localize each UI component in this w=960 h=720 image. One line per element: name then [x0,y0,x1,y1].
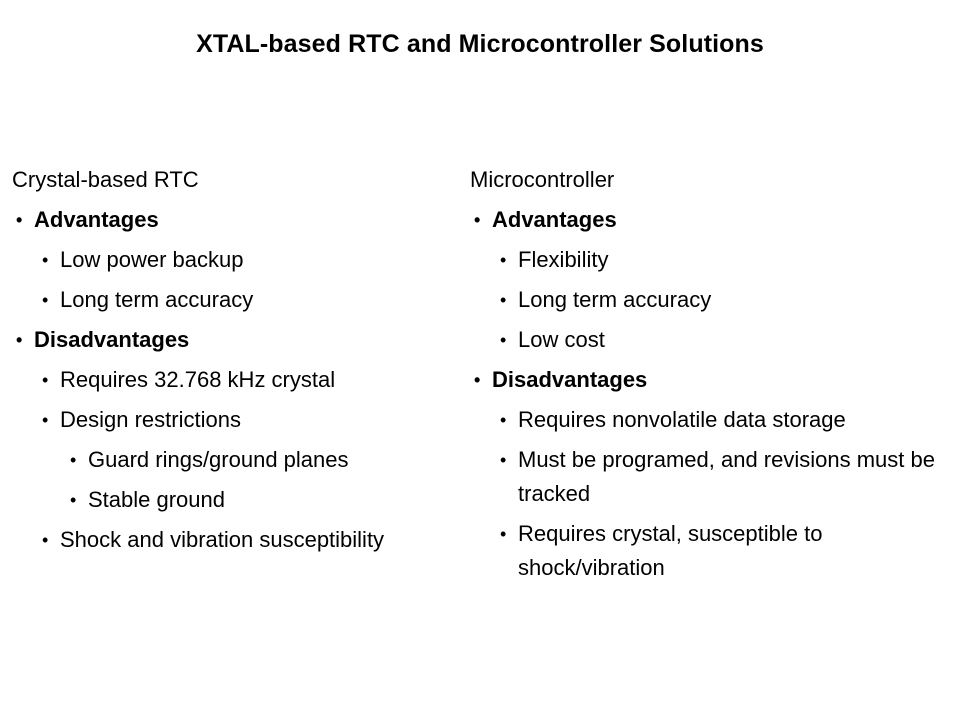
list-item [470,514,960,588]
column-heading: Crystal-based RTC [12,167,199,192]
bullet-icon: • [500,450,507,470]
list-item [12,400,470,440]
bullet-icon: • [16,210,23,230]
bullet-icon: • [42,410,49,430]
list-item-label: Stable ground [88,487,225,512]
bullet-icon: • [474,210,481,230]
bullet-icon: • [500,250,507,270]
bullet-icon: • [500,290,507,310]
list-item [470,400,960,440]
bullet-list-microcontroller [470,200,960,588]
list-item [12,360,470,400]
list-item [470,280,960,320]
list-item [12,480,470,520]
list-item [470,360,960,400]
bullet-icon: • [500,330,507,350]
list-item [470,320,960,360]
bullet-icon: • [42,290,49,310]
list-item-label: Flexibility [518,247,609,272]
column-crystal-rtc [0,160,470,588]
list-item [12,200,470,240]
list-item-label: Requires 32.768 kHz crystal [60,367,336,392]
list-item [12,520,470,560]
list-item-label: Design restrictions [60,407,241,432]
bullet-icon: • [16,330,23,350]
column-microcontroller [470,160,960,588]
list-item-label: Shock and vibration susceptibility [60,527,385,552]
list-item-label: Advantages [492,207,617,232]
list-item [470,240,960,280]
list-item-label: Long term accuracy [518,287,712,312]
column-heading: Microcontroller [470,167,615,192]
bullet-icon: • [500,410,507,430]
list-item [12,280,470,320]
content-columns [0,160,960,588]
bullet-icon: • [42,530,49,550]
list-item-label: Guard rings/ground planes [88,447,349,472]
bullet-icon: • [42,250,49,270]
list-item-label: Long term accuracy [60,287,254,312]
list-item-label: Low cost [518,327,605,352]
list-item-label: Must be programed, and revisions must be tracked [518,447,935,506]
list-item-label: Advantages [34,207,159,232]
bullet-icon: • [500,524,507,544]
list-item [12,440,470,480]
bullet-icon: • [70,450,77,470]
list-item-label: Disadvantages [492,367,648,392]
list-item-label: Disadvantages [34,327,190,352]
list-item-label: Low power backup [60,247,244,272]
bullet-icon: • [474,370,481,390]
list-item [12,240,470,280]
list-item [470,200,960,240]
bullet-icon: • [42,370,49,390]
list-item [470,440,960,514]
bullet-list-crystal-rtc [12,200,470,560]
bullet-icon: • [70,490,77,510]
list-item-label: Requires crystal, susceptible to shock/vibration [518,521,823,580]
page-title: XTAL-based RTC and Microcontroller Solutions [196,30,764,58]
list-item [12,320,470,360]
list-item-label: Requires nonvolatile data storage [518,407,846,432]
